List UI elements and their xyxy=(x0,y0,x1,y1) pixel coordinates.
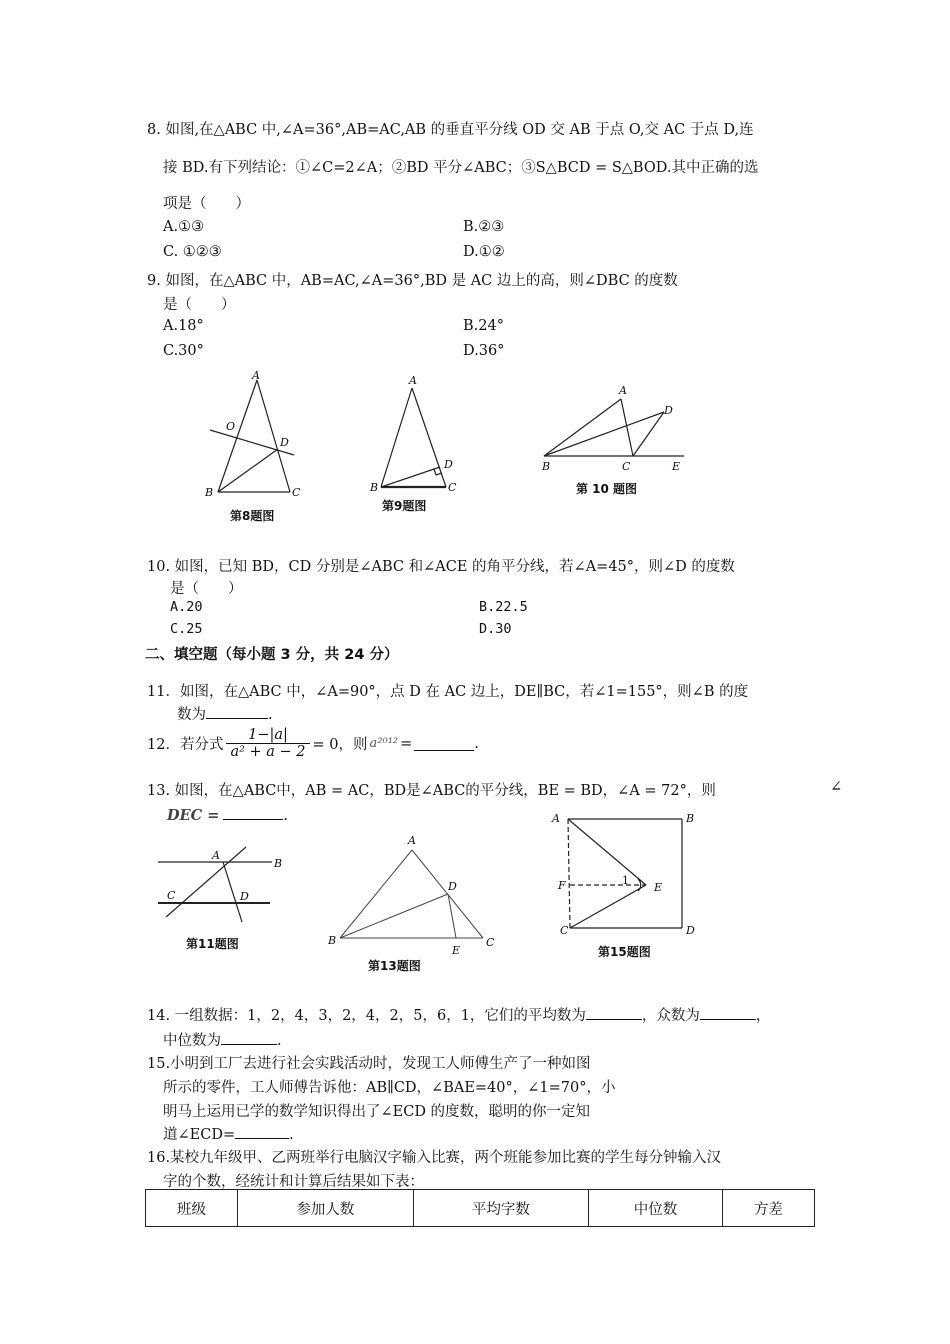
fig8-caption: 第8题图 xyxy=(230,509,275,523)
fig15-label-b: B xyxy=(686,812,695,825)
q8-line1: 8. 如图,在△ABC 中,∠A=36°,AB=AC,AB 的垂直平分线 OD 交 AB 于点 O,交 AC 于点 D,连 xyxy=(147,122,754,138)
q14-median-blank[interactable] xyxy=(221,1030,277,1045)
q11-line1: 11．如图，在△ABC 中，∠A=90°，点 D 在 AC 边上，DE∥BC，若∠1=155°，则∠B 的度 xyxy=(147,684,749,700)
fig13-label-b: B xyxy=(328,934,337,947)
fig13-label-d: D xyxy=(448,880,457,893)
q15-line1: 15.小明到工厂去进行社会实践活动时，发现工人师傅生产了一种如图 xyxy=(147,1056,591,1072)
table-header-cell: 班级 xyxy=(146,1190,238,1227)
q14-comma: ， xyxy=(755,1008,771,1024)
fig10-label-d: D xyxy=(664,404,673,417)
fig10-label-a: A xyxy=(619,384,627,397)
fig11-label-c: C xyxy=(167,889,176,902)
q16-line1: 16.某校九年级甲、乙两班举行电脑汉字输入比赛，两个班能参加比赛的学生每分钟输入汉 xyxy=(147,1150,722,1166)
q12-fraction xyxy=(226,727,309,760)
section-2-heading: 二、填空题（每小题 3 分，共 24 分） xyxy=(145,647,399,663)
q14-line1 xyxy=(147,1004,770,1025)
q10-line2: 是（ ） xyxy=(170,581,243,597)
q15-line2: 所示的零件，工人师傅告诉他：AB∥CD，∠BAE=40°，∠1=70°，小 xyxy=(163,1080,616,1096)
fig10-label-e: E xyxy=(672,460,681,473)
fig11-label-a: A xyxy=(212,849,220,862)
q9-line2: 是（ ） xyxy=(163,297,236,313)
q15-line3: 明马上运用已学的数学知识得出了∠ECD 的度数，聪明的你一定知 xyxy=(163,1104,591,1120)
q8-line2: 接 BD.有下列结论：①∠C=2∠A；②BD 平分∠ABC；③S△BCD = S△BOD.其中正确的选 xyxy=(163,160,759,176)
table-header-cell: 参加人数 xyxy=(238,1190,414,1227)
fig15-caption: 第15题图 xyxy=(598,945,651,959)
fig13-label-e: E xyxy=(452,944,461,957)
q15-end: . xyxy=(289,1127,294,1143)
q11-line2 xyxy=(177,703,273,724)
fig8-label-b: B xyxy=(205,486,214,499)
q13-line1: 13. 如图，在△ABC中，AB = AC，BD是∠ABC的平分线，BE = BD，∠A = 72°，则 xyxy=(147,783,716,799)
table-header-cell: 平均字数 xyxy=(413,1190,589,1227)
q12-answer-blank[interactable] xyxy=(414,736,474,751)
q10-line1: 10. 如图，已知 BD，CD 分别是∠ABC 和∠ACE 的角平分线，若∠A=45°，则∠D 的度数 xyxy=(147,559,735,575)
q12-numerator: 1−|a| xyxy=(226,727,309,744)
q8-line3: 项是（ ） xyxy=(163,196,250,212)
q8-option-b: B.②③ xyxy=(463,219,505,235)
figure-10 xyxy=(536,376,696,502)
q12-line xyxy=(147,727,479,760)
figure-15 xyxy=(548,808,718,964)
fig13-caption: 第13题图 xyxy=(368,959,421,973)
figure-9 xyxy=(368,370,468,520)
q11-answer-blank[interactable] xyxy=(206,704,268,719)
q16-table xyxy=(145,1189,815,1227)
figure-11 xyxy=(150,842,310,957)
q13-answer-blank[interactable] xyxy=(223,805,283,820)
q8-option-a: A.①③ xyxy=(163,219,205,235)
q8-option-d: D.①② xyxy=(463,244,505,260)
fig9-label-a: A xyxy=(409,374,417,387)
q14-mode-blank[interactable] xyxy=(700,1005,756,1020)
q10-option-c: C.25 xyxy=(170,621,203,637)
fig9-label-b: B xyxy=(370,481,379,494)
table-header-cell: 中位数 xyxy=(589,1190,723,1227)
q14-mid: ，众数为 xyxy=(641,1008,700,1024)
q13-line2-text: DEC = xyxy=(167,807,220,824)
q12-eq: = 0，则 xyxy=(312,737,368,753)
fig9-label-c: C xyxy=(448,481,457,494)
fig11-caption: 第11题图 xyxy=(186,937,239,951)
fig15-label-c: C xyxy=(560,924,569,937)
q13-line2 xyxy=(167,805,288,824)
fig11-label-b: B xyxy=(274,857,283,870)
q9-line1: 9. 如图，在△ABC 中，AB=AC,∠A=36°,BD 是 AC 边上的高，则∠DBC 的度数 xyxy=(147,273,678,289)
q11-line2-text: 数为 xyxy=(177,707,206,723)
q16-line2: 字的个数，经统计和计算后结果如下表： xyxy=(163,1174,424,1190)
fig8-label-o: O xyxy=(226,420,236,433)
fig13-label-a: A xyxy=(408,834,416,847)
q10-option-b: B.22.5 xyxy=(479,599,528,615)
q15-answer-blank[interactable] xyxy=(235,1124,289,1139)
q8-option-c: C. ①②③ xyxy=(163,244,222,260)
q9-option-b: B.24° xyxy=(463,318,504,334)
fig15-label-a: A xyxy=(552,812,560,825)
q14-end: . xyxy=(277,1033,282,1049)
fig15-label-e: E xyxy=(654,881,663,894)
q12-power: a²⁰¹² xyxy=(369,736,399,751)
fig15-label-1: 1 xyxy=(622,874,629,887)
q13-end: . xyxy=(283,808,288,824)
q14-line1-text: 14. 一组数据：1，2，4，3，2，4，2，5，6，1，它们的平均数为 xyxy=(147,1008,586,1024)
fig10-caption: 第 10 题图 xyxy=(576,482,638,496)
fig15-label-f: F xyxy=(558,879,566,892)
fig8-label-d: D xyxy=(280,436,289,449)
fig9-caption: 第9题图 xyxy=(382,499,427,513)
q12-equals: = xyxy=(400,735,413,752)
q9-option-c: C.30° xyxy=(163,343,204,359)
fig11-label-d: D xyxy=(240,890,249,903)
fig13-label-c: C xyxy=(486,936,495,949)
fig10-label-b: B xyxy=(542,460,551,473)
q9-option-d: D.36° xyxy=(463,343,505,359)
table-header-row xyxy=(146,1190,815,1227)
q12-end: . xyxy=(474,735,479,752)
q14-mean-blank[interactable] xyxy=(586,1005,642,1020)
fig10-label-c: C xyxy=(622,460,631,473)
q14-line2-text: 中位数为 xyxy=(163,1033,221,1049)
fig8-label-a: A xyxy=(252,369,260,382)
fig9-label-d: D xyxy=(444,458,453,471)
q9-option-a: A.18° xyxy=(163,318,204,334)
q10-option-a: A.20 xyxy=(170,599,203,615)
fig15-label-d: D xyxy=(686,924,695,937)
q14-line2 xyxy=(163,1029,282,1050)
q11-end: . xyxy=(268,707,273,723)
fig8-label-c: C xyxy=(292,486,301,499)
table-header-cell: 方差 xyxy=(722,1190,814,1227)
q12-denominator: a² + a − 2 xyxy=(230,744,306,760)
q10-option-d: D.30 xyxy=(479,621,512,637)
figure-8 xyxy=(200,368,310,528)
q15-line4 xyxy=(163,1123,294,1144)
q15-line4-text: 道∠ECD= xyxy=(163,1127,236,1143)
q13-angle-symbol: ∠ xyxy=(830,779,843,795)
figure-13 xyxy=(328,830,508,976)
q12-prefix: 12．若分式 xyxy=(147,737,224,753)
